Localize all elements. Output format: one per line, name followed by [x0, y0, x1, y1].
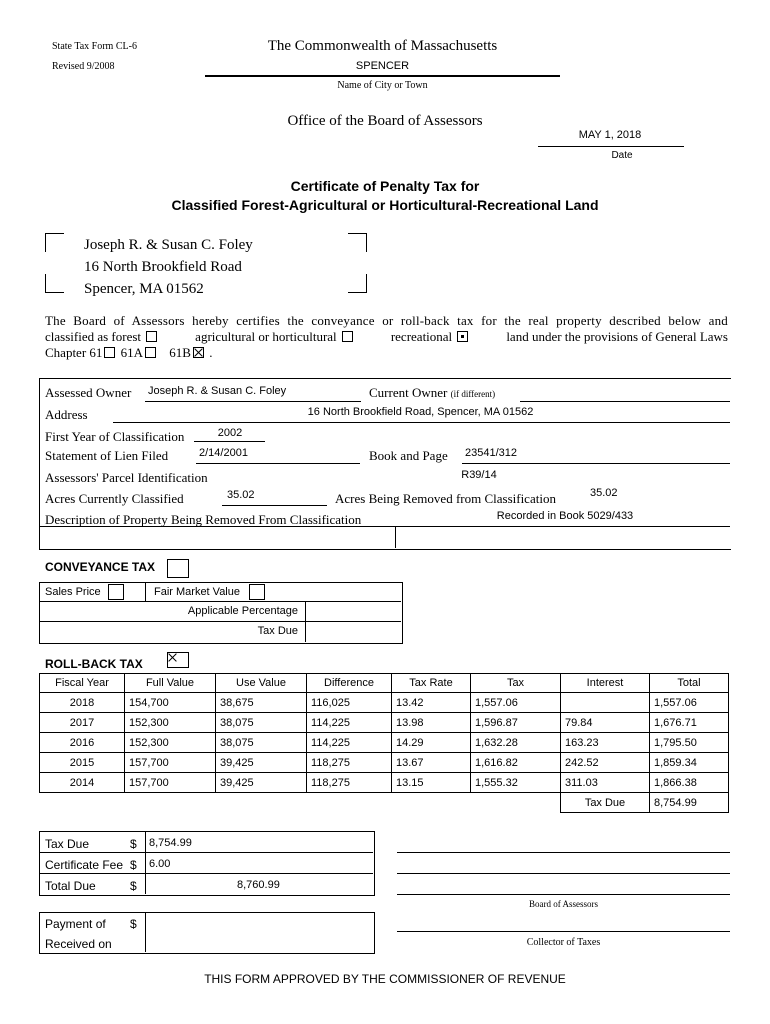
cell-full-value: 157,700	[125, 753, 216, 773]
rollback-header-row	[40, 674, 729, 693]
town-underline	[205, 75, 560, 77]
acres-removed-label: Acres Being Removed from Classification	[335, 491, 556, 506]
book-page-label: Book and Page	[369, 448, 448, 463]
acres-removed-value[interactable]: 35.02	[590, 487, 618, 499]
address-corner-tl	[45, 233, 64, 252]
table-row	[40, 773, 729, 793]
cell-fiscal-year: 2014	[40, 773, 125, 793]
footer-approval: THIS FORM APPROVED BY THE COMMISSIONER OF REVENUE	[204, 972, 566, 986]
cell-interest: 163.23	[561, 733, 650, 753]
conveyance-vline1	[145, 582, 146, 601]
cell-tax: 1,555.32	[471, 773, 561, 793]
cell-total: 1,866.38	[650, 773, 729, 793]
property-box-vdivider	[395, 526, 396, 548]
cell-use-value: 38,075	[216, 733, 307, 753]
table-row	[40, 733, 729, 753]
received-label: Received on	[45, 937, 112, 951]
cell-full-value: 157,700	[125, 773, 216, 793]
chapter61b-checkbox[interactable]	[193, 347, 204, 358]
totals-line2	[39, 873, 373, 874]
cell-interest	[561, 693, 650, 713]
conveyance-vline2	[305, 601, 306, 642]
cell-total: 1,859.34	[650, 753, 729, 773]
recreational-label: recreational	[390, 329, 453, 344]
certificate-title-line2: Classified Forest-Agricultural or Horticultural-Recreational Land	[171, 197, 599, 213]
cell-full-value: 152,300	[125, 733, 216, 753]
cell-full-value: 154,700	[125, 693, 216, 713]
totals-tax-due-value[interactable]: 8,754.99	[149, 837, 192, 849]
lien-line	[196, 463, 360, 464]
town-name: SPENCER	[355, 60, 410, 72]
date-value: MAY 1, 2018	[578, 129, 642, 141]
cell-interest: 242.52	[561, 753, 650, 773]
rollback-table	[39, 673, 729, 813]
rollback-checkbox[interactable]	[167, 652, 189, 668]
payment-label: Payment of	[45, 917, 106, 931]
chapter61a-label: 61A	[120, 345, 144, 360]
chapter61-checkbox[interactable]	[104, 347, 115, 358]
assessed-owner-value[interactable]: Joseph R. & Susan C. Foley	[148, 385, 287, 397]
cell-difference: 114,225	[307, 733, 392, 753]
table-row	[40, 693, 729, 713]
parcel-label: Assessors' Parcel Identification	[45, 470, 208, 485]
cell-interest: 311.03	[561, 773, 650, 793]
first-year-line	[194, 441, 265, 442]
totals-currency-2: $	[130, 858, 137, 872]
address-corner-bl	[45, 274, 64, 293]
cell-full-value: 152,300	[125, 713, 216, 733]
cell-tax-rate: 13.42	[392, 693, 471, 713]
conveyance-row-line2	[39, 621, 401, 622]
conveyance-checkbox[interactable]	[167, 559, 189, 578]
total-due-value[interactable]: 8,760.99	[237, 879, 280, 891]
lien-value[interactable]: 2/14/2001	[199, 447, 248, 459]
totals-tax-due-label: Tax Due	[45, 837, 90, 851]
conveyance-row-line1	[39, 601, 401, 602]
col-use-value: Use Value	[216, 674, 307, 693]
certify-line1: The Board of Assessors hereby certifies the conveyance or roll-back tax for the real property described below and	[45, 313, 728, 328]
cell-fiscal-year: 2017	[40, 713, 125, 733]
col-total: Total	[650, 674, 729, 693]
fair-market-label: Fair Market Value	[154, 586, 240, 598]
recreational-checkbox[interactable]	[457, 331, 468, 342]
sales-price-checkbox[interactable]	[108, 584, 124, 600]
empty-cell	[40, 793, 125, 813]
cell-tax-rate: 13.15	[392, 773, 471, 793]
cell-tax: 1,616.82	[471, 753, 561, 773]
cell-use-value: 39,425	[216, 753, 307, 773]
current-owner-note: (if different)	[450, 389, 496, 399]
chapter61-label: Chapter 61	[45, 345, 103, 360]
forest-checkbox[interactable]	[146, 331, 157, 342]
table-row	[40, 713, 729, 733]
rollback-title: ROLL-BACK TAX	[45, 657, 143, 671]
certify-line2	[45, 329, 728, 345]
cell-difference: 116,025	[307, 693, 392, 713]
current-owner-label-text: Current Owner	[369, 385, 448, 400]
cell-use-value: 38,075	[216, 713, 307, 733]
date-label: Date	[611, 150, 633, 161]
totals-vline	[145, 831, 146, 894]
conveyance-tax-due-label: Tax Due	[257, 625, 298, 637]
assessed-owner-label: Assessed Owner	[45, 385, 132, 400]
address-corner-tr	[348, 233, 367, 252]
cell-tax: 1,632.28	[471, 733, 561, 753]
cell-difference: 118,275	[307, 773, 392, 793]
board-label: Board of Assessors	[529, 899, 598, 909]
cell-total: 1,676.71	[650, 713, 729, 733]
board-signature-line1[interactable]	[397, 852, 730, 853]
empty-cell	[471, 793, 561, 813]
cell-total: 1,557.06	[650, 693, 729, 713]
cell-tax: 1,557.06	[471, 693, 561, 713]
town-label: Name of City or Town	[337, 80, 428, 91]
cert-fee-value[interactable]: 6.00	[149, 858, 171, 870]
general-laws-text: land under the provisions of General Laws	[506, 329, 728, 344]
rollback-tax-due-label: Tax Due	[561, 793, 650, 813]
col-interest: Interest	[561, 674, 650, 693]
address-line1: Joseph R. & Susan C. Foley	[84, 237, 253, 253]
table-row	[40, 753, 729, 773]
address-corner-br	[348, 274, 367, 293]
certificate-title-line1: Certificate of Penalty Tax for	[290, 178, 480, 194]
assessed-owner-line	[145, 401, 361, 402]
conveyance-title: CONVEYANCE TAX	[45, 560, 156, 574]
current-owner-line[interactable]	[520, 401, 730, 402]
parcel-value[interactable]: R39/14	[461, 469, 497, 481]
fair-market-checkbox[interactable]	[249, 584, 265, 600]
totals-currency-3: $	[130, 879, 137, 893]
address-value[interactable]: 16 North Brookfield Road, Spencer, MA 01562	[307, 406, 534, 418]
col-difference: Difference	[307, 674, 392, 693]
cell-tax: 1,596.87	[471, 713, 561, 733]
payment-currency: $	[130, 917, 137, 931]
sales-price-label: Sales Price	[45, 586, 101, 598]
applicable-pct-label: Applicable Percentage	[187, 605, 298, 617]
date-underline	[538, 146, 684, 147]
acres-value[interactable]: 35.02	[227, 489, 255, 501]
book-page-line	[462, 463, 730, 464]
cell-difference: 118,275	[307, 753, 392, 773]
empty-cell	[392, 793, 471, 813]
address-label: Address	[45, 407, 88, 422]
empty-cell	[216, 793, 307, 813]
chapter61a-checkbox[interactable]	[145, 347, 156, 358]
cell-interest: 79.84	[561, 713, 650, 733]
book-page-value[interactable]: 23541/312	[465, 447, 517, 459]
totals-currency-1: $	[130, 837, 137, 851]
first-year-value[interactable]: 2002	[217, 427, 243, 439]
cell-total: 1,795.50	[650, 733, 729, 753]
cell-tax-rate: 13.67	[392, 753, 471, 773]
chapter-period: .	[209, 345, 213, 360]
payment-vline	[145, 912, 146, 952]
form-code: State Tax Form CL-6	[52, 41, 137, 52]
rollback-tax-due-row	[40, 793, 729, 813]
board-signature-line2[interactable]	[397, 873, 730, 874]
cell-fiscal-year: 2016	[40, 733, 125, 753]
office-title: Office of the Board of Assessors	[287, 113, 483, 129]
cell-use-value: 39,425	[216, 773, 307, 793]
col-tax-rate: Tax Rate	[392, 674, 471, 693]
cert-fee-label: Certificate Fee	[45, 858, 124, 872]
agricultural-checkbox[interactable]	[342, 331, 353, 342]
totals-line1	[39, 852, 373, 853]
total-due-label: Total Due	[45, 879, 96, 893]
forest-label: classified as forest	[45, 329, 142, 344]
address-line3: Spencer, MA 01562	[84, 281, 204, 297]
col-fiscal-year: Fiscal Year	[40, 674, 125, 693]
cell-tax-rate: 13.98	[392, 713, 471, 733]
cell-difference: 114,225	[307, 713, 392, 733]
empty-cell	[125, 793, 216, 813]
col-tax: Tax	[471, 674, 561, 693]
collector-signature-line[interactable]	[397, 931, 730, 932]
first-year-label: First Year of Classification	[45, 429, 185, 444]
chapter61b-label: 61B	[169, 345, 191, 360]
acres-label: Acres Currently Classified	[45, 491, 184, 506]
state-title: The Commonwealth of Massachusetts	[267, 38, 498, 54]
collector-label: Collector of Taxes	[526, 937, 601, 948]
certify-line3	[45, 345, 212, 361]
board-signature-line3[interactable]	[397, 894, 730, 895]
rollback-tax-due-value: 8,754.99	[650, 793, 729, 813]
form-revised: Revised 9/2008	[52, 61, 115, 72]
cell-fiscal-year: 2015	[40, 753, 125, 773]
current-owner-label	[369, 385, 495, 401]
cell-use-value: 38,675	[216, 693, 307, 713]
col-full-value: Full Value	[125, 674, 216, 693]
description-value[interactable]: Recorded in Book 5029/433	[496, 510, 634, 522]
cell-tax-rate: 14.29	[392, 733, 471, 753]
cell-fiscal-year: 2018	[40, 693, 125, 713]
lien-label: Statement of Lien Filed	[45, 448, 169, 463]
address-line2: 16 North Brookfield Road	[84, 259, 242, 275]
empty-cell	[307, 793, 392, 813]
description-label: Description of Property Being Removed From Classification	[45, 512, 362, 527]
address-line	[113, 422, 730, 423]
agricultural-label: agricultural or horticultural	[195, 329, 337, 344]
acres-line	[222, 505, 327, 506]
